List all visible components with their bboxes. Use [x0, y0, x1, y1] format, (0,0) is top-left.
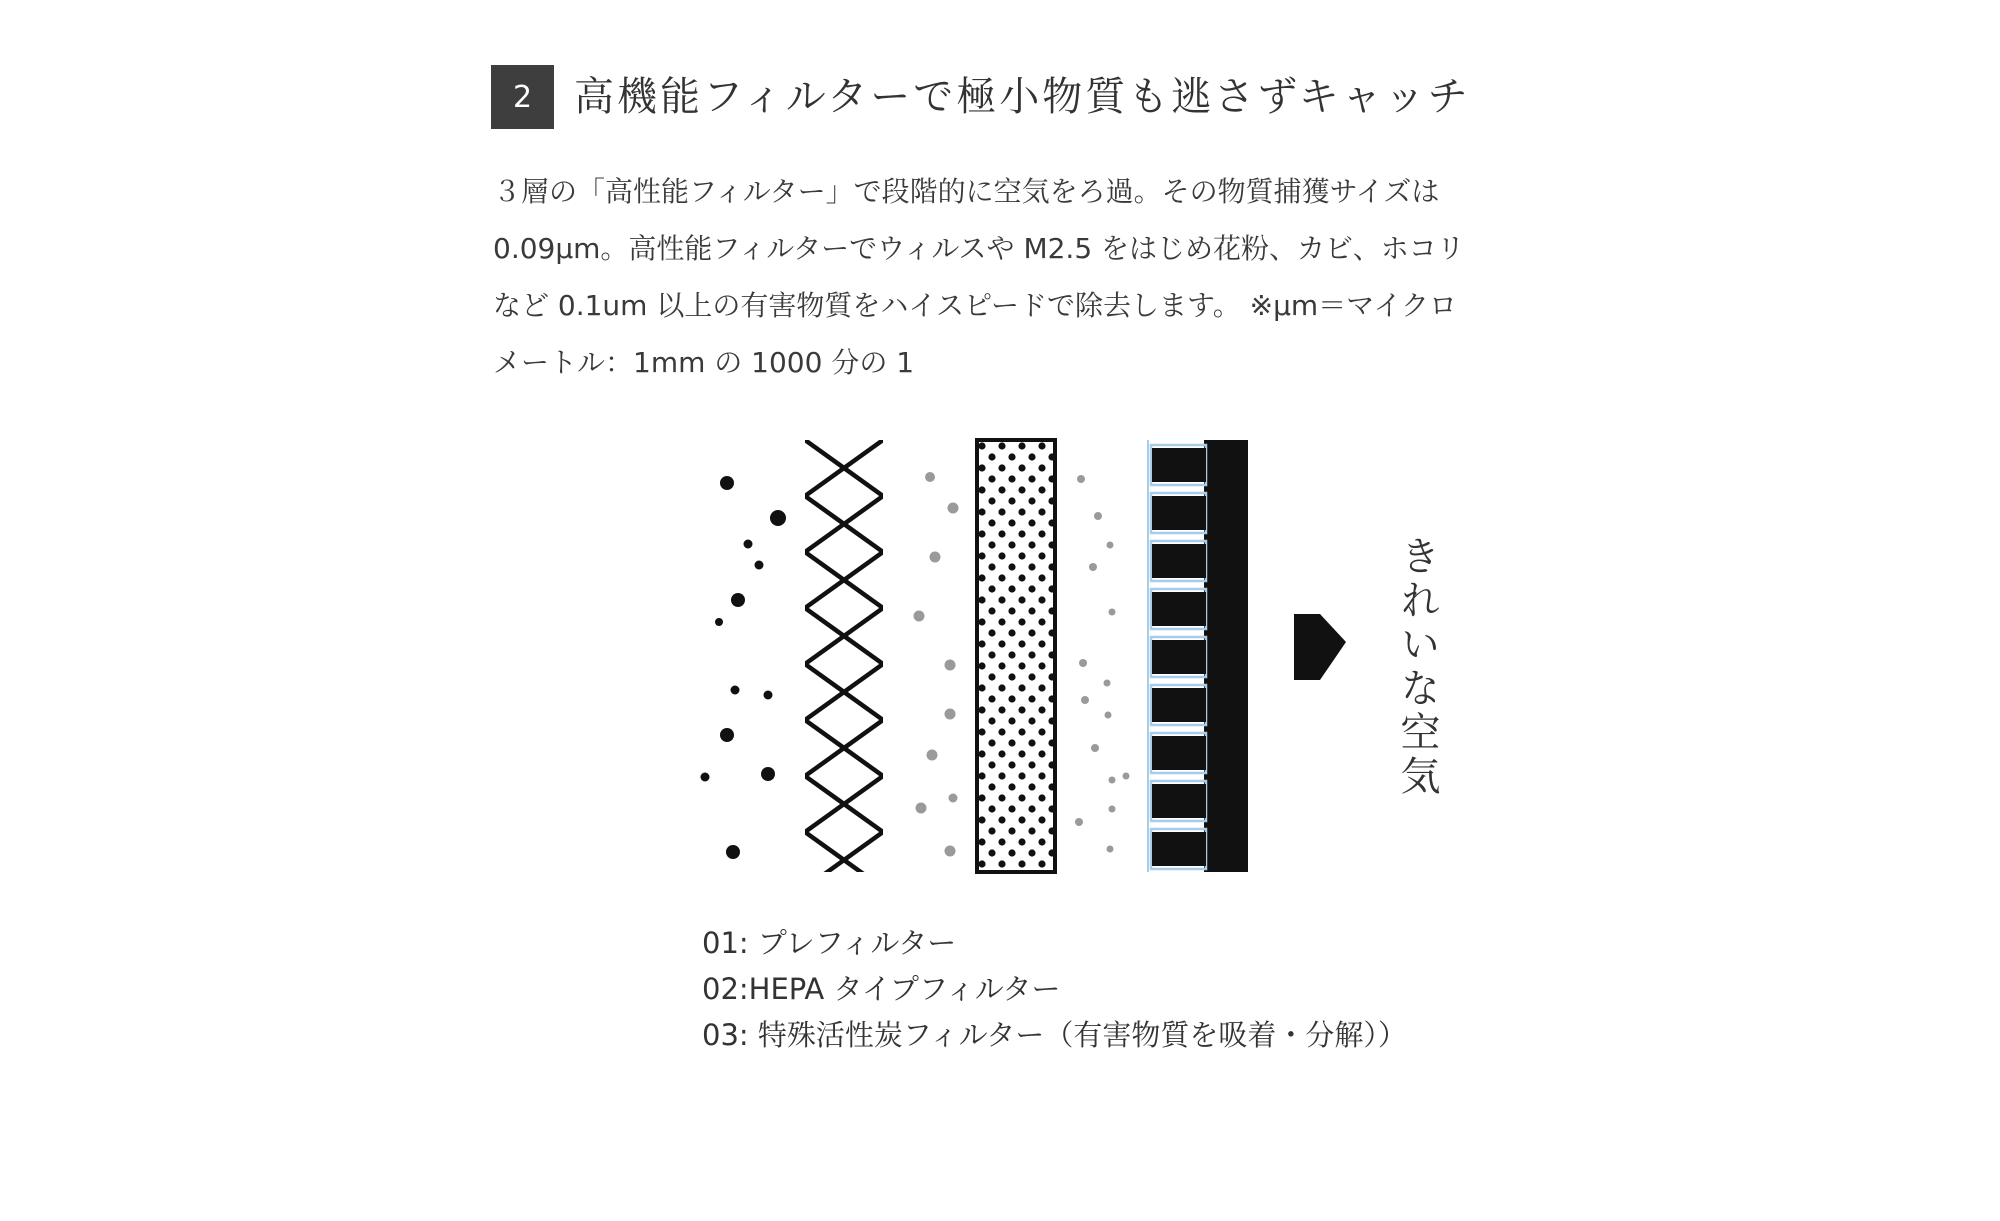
- section-title: 高機能フィルターで極小物質も逃さずキャッチ: [574, 74, 1471, 120]
- legend-item-carbon: 03: 特殊活性炭フィルター（有害物質を吸着・分解））: [702, 1018, 1407, 1052]
- particle-large: [720, 728, 734, 742]
- prefilter-layer: [805, 440, 883, 872]
- particle-large: [720, 476, 734, 490]
- description-line: ３層の「高性能フィルター」で段階的に空気をろ過。その物質捕獲サイズは: [493, 175, 1440, 208]
- carbon-tooth: [1152, 640, 1206, 674]
- carbon-tooth: [1152, 544, 1206, 578]
- particle-small: [755, 561, 764, 570]
- particle-small: [715, 618, 723, 626]
- legend-item-hepa: 02:HEPA タイプフィルター: [702, 972, 1061, 1006]
- carbon-tooth: [1152, 832, 1206, 866]
- section-number-badge: 2: [491, 65, 554, 129]
- hepa-filter-layer: [977, 440, 1055, 872]
- carbon-tooth: [1152, 688, 1206, 722]
- flow-arrow-icon: [1294, 614, 1346, 680]
- carbon-tooth: [1152, 784, 1206, 818]
- carbon-filter-layer: [1148, 440, 1248, 872]
- particle-large: [731, 593, 745, 607]
- clean-air-label: きれいな空気: [1394, 535, 1440, 799]
- description-line: など 0.1um 以上の有害物質をハイスピードで除去します。 ※µm＝マイクロ: [493, 289, 1458, 322]
- particle-large: [726, 845, 740, 859]
- carbon-tooth: [1152, 736, 1206, 770]
- particle-small: [744, 540, 753, 549]
- carbon-tooth: [1152, 448, 1206, 482]
- mid-particles: [914, 472, 959, 857]
- particle-small: [764, 691, 773, 700]
- legend-item-prefilter: 01: プレフィルター: [702, 926, 957, 960]
- particle-small: [731, 686, 740, 695]
- particle-small: [701, 773, 710, 782]
- filter-legend: [702, 920, 1407, 1058]
- dirty-particles: [701, 476, 787, 859]
- carbon-tooth: [1152, 592, 1206, 626]
- description-line: 0.09µm。高性能フィルターでウィルスや M2.5 をはじめ花粉、カビ、ホコリ: [493, 232, 1465, 265]
- particle-large: [761, 767, 775, 781]
- carbon-tooth: [1152, 496, 1206, 530]
- particle-large: [770, 510, 786, 526]
- description-line: メートル：1mm の 1000 分の 1: [493, 346, 915, 379]
- fine-particles: [1075, 475, 1130, 853]
